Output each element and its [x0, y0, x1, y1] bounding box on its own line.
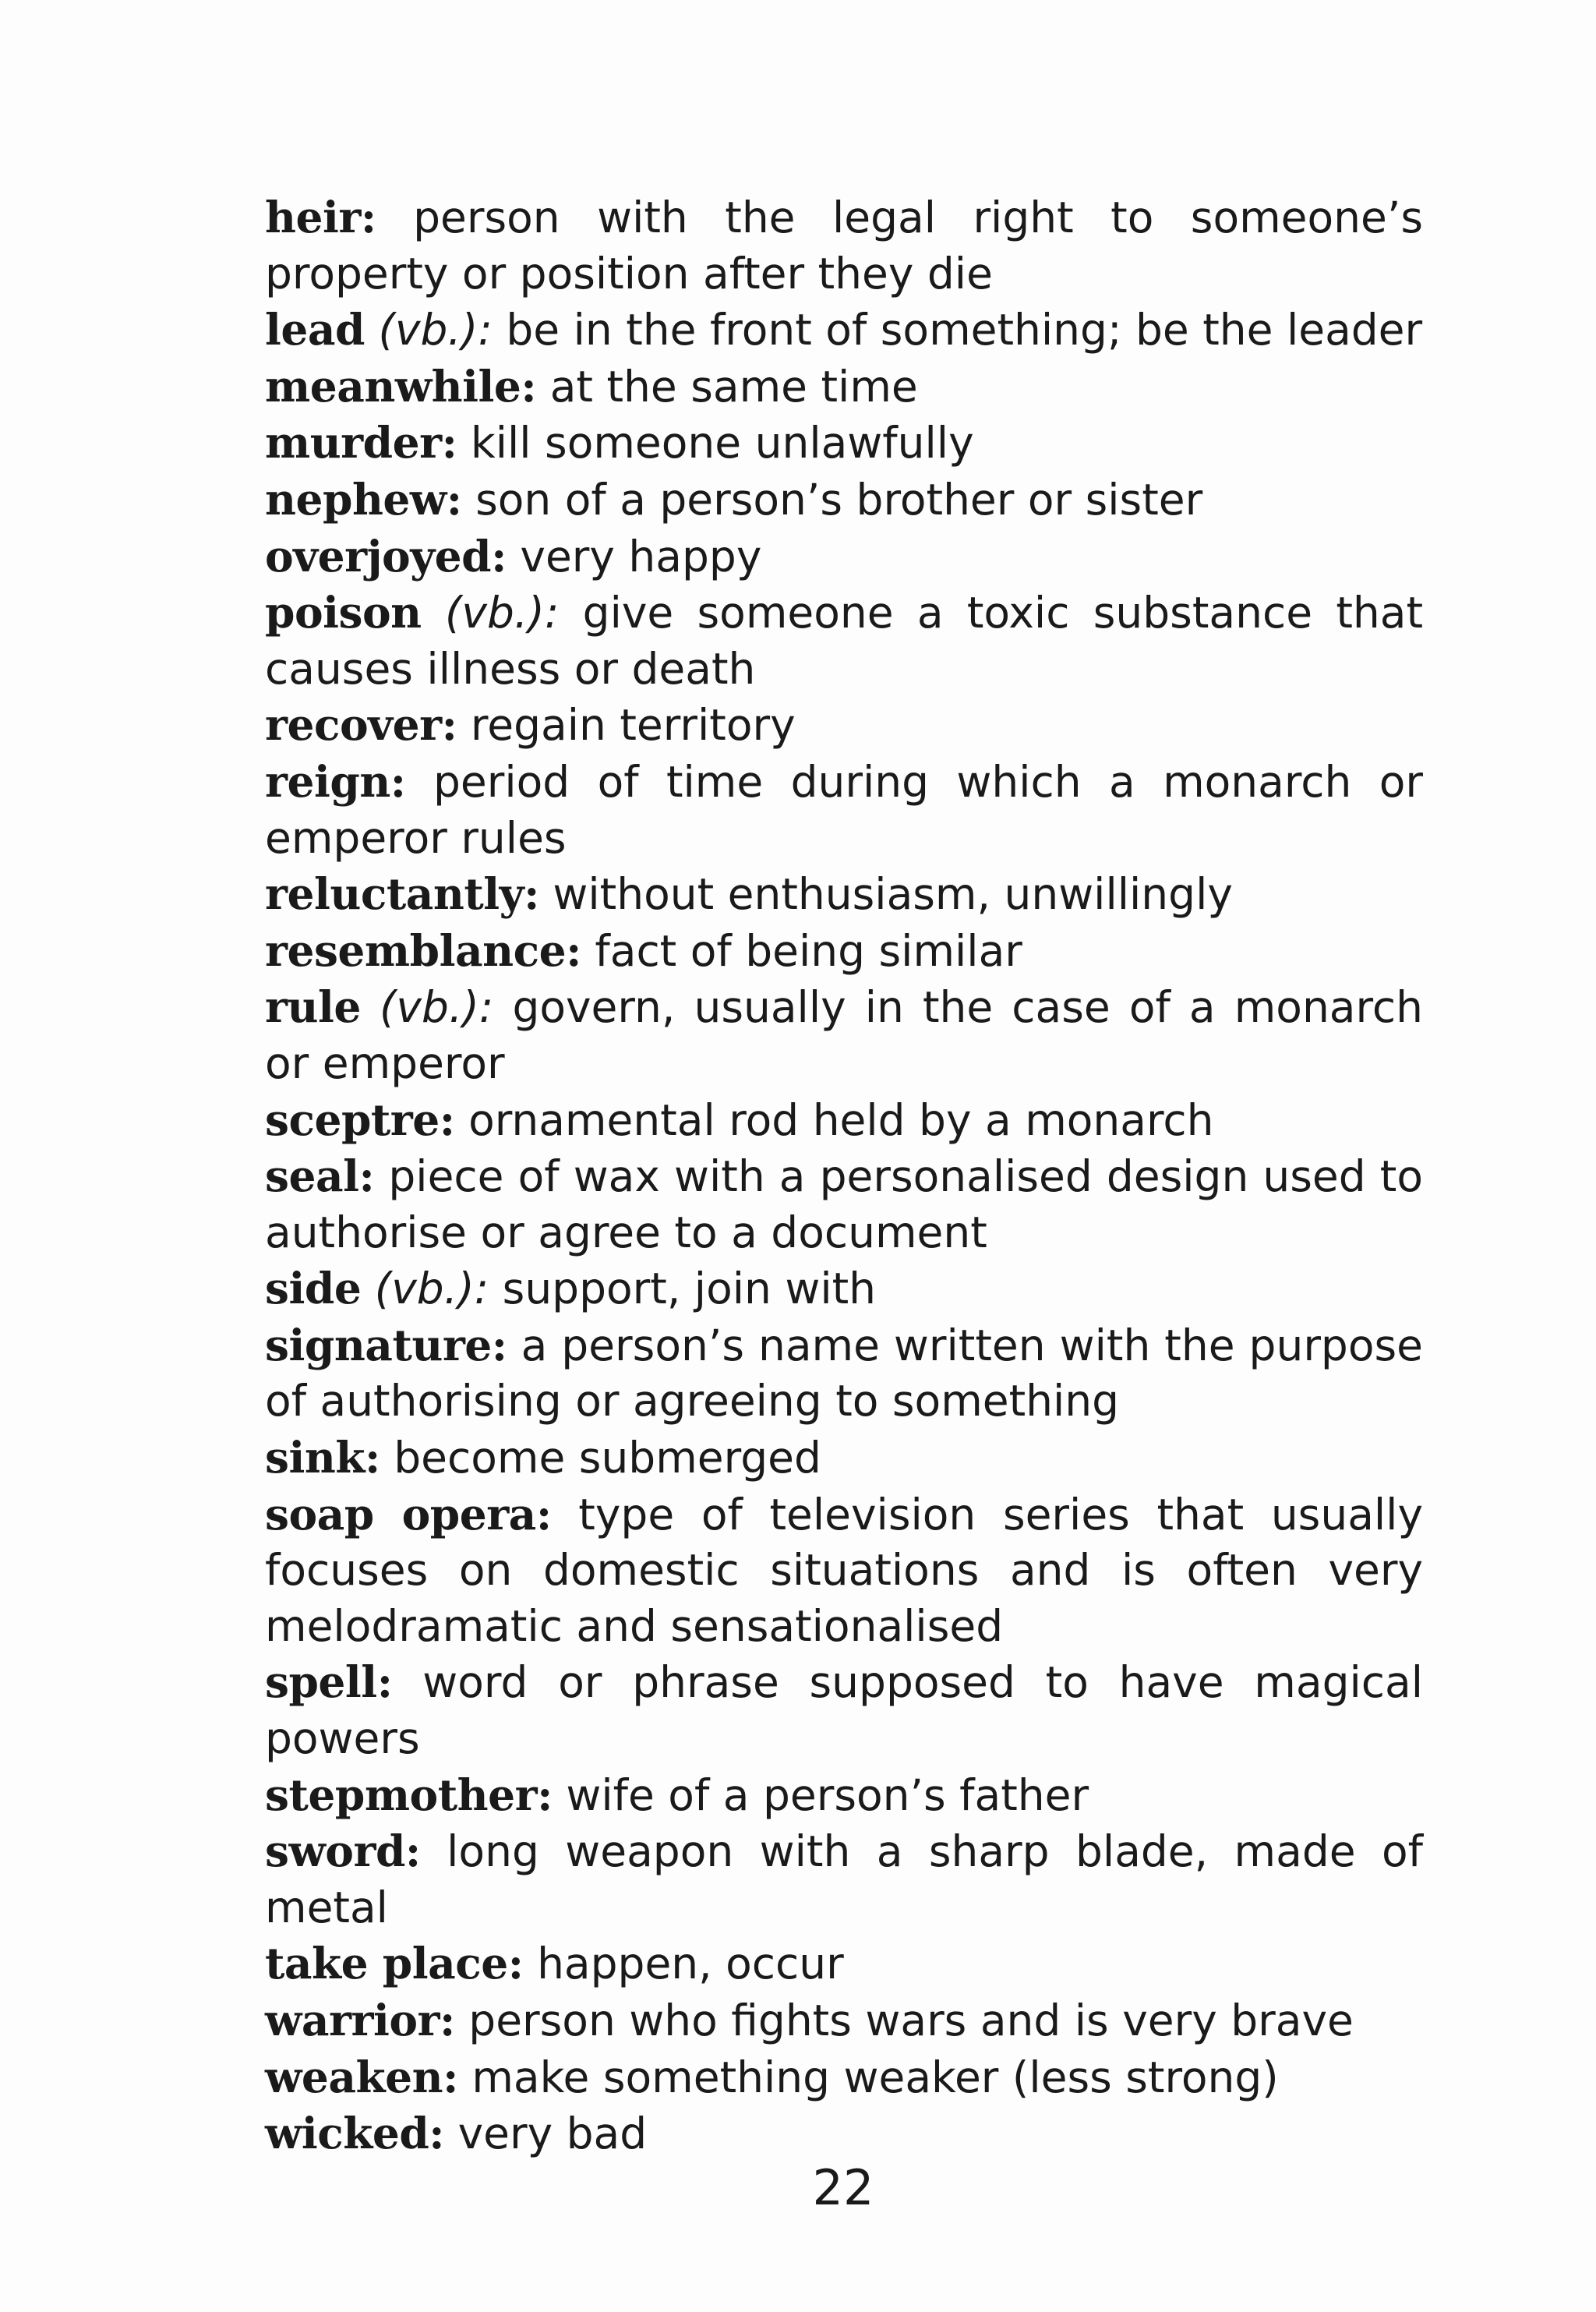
glossary-definition: happen, occur: [537, 1939, 844, 1989]
glossary-definition: person with the legal right to someone’s property or position after they die: [265, 193, 1423, 299]
glossary-term: poison: [265, 587, 422, 638]
glossary-term: overjoyed:: [265, 530, 507, 582]
glossary-entry: [265, 415, 1423, 472]
glossary-entry: [265, 1992, 1423, 2049]
glossary-term: side: [265, 1263, 362, 1314]
glossary-entry: [265, 697, 1423, 754]
glossary-entry: [265, 1936, 1423, 1992]
glossary-entry: [265, 529, 1423, 585]
glossary-entry: [265, 1092, 1423, 1149]
glossary-definition: regain territory: [470, 700, 796, 751]
glossary-definition: fact of being similar: [595, 925, 1022, 976]
glossary-entry: [265, 2049, 1423, 2106]
glossary-term: rule: [265, 981, 361, 1033]
glossary-term: stepmother:: [265, 1769, 553, 1820]
glossary-term: sceptre:: [265, 1094, 455, 1145]
glossary-term: soap opera:: [265, 1488, 552, 1540]
glossary-entry: [265, 585, 1423, 697]
page-number: 22: [812, 2159, 874, 2216]
glossary-definition: person who fights wars and is very brave: [468, 1996, 1354, 2045]
glossary-definition: govern, usually in the case of a monarch or emperor: [265, 982, 1424, 1088]
glossary-definition: support, join with: [502, 1264, 877, 1314]
glossary-definition: make something weaker (less strong): [471, 2052, 1279, 2102]
glossary-term: wicked:: [265, 2108, 445, 2159]
glossary-term: nephew:: [265, 473, 462, 525]
glossary-definition: become submerged: [394, 1433, 821, 1483]
glossary-definition: piece of wax with a personalised design used to authorise or agree to a document: [265, 1151, 1423, 1257]
part-of-speech: (vb.):: [379, 982, 494, 1033]
glossary-term: take place:: [265, 1938, 524, 1989]
glossary-definition: son of a person’s brother or sister: [475, 474, 1203, 525]
glossary-term: lead: [265, 304, 365, 355]
part-of-speech: (vb.):: [378, 305, 493, 355]
glossary-entry: [265, 1430, 1423, 1487]
glossary-entry: [265, 1317, 1423, 1430]
glossary-definition: ornamental rod held by a monarch: [468, 1094, 1214, 1145]
glossary-definition: very happy: [520, 531, 762, 582]
glossary-definition: very bad: [457, 2109, 648, 2159]
glossary-entry: [265, 1767, 1423, 1824]
glossary-entry: [265, 979, 1423, 1091]
glossary-definition: at the same time: [549, 361, 918, 412]
glossary-definition: a person’s name written with the purpose of authorising or agreeing to something: [265, 1320, 1423, 1426]
glossary-entry: [265, 1823, 1423, 1936]
glossary-term: signature:: [265, 1319, 507, 1370]
glossary-entry: [265, 1487, 1423, 1655]
glossary-definition: word or phrase supposed to have magical powers: [265, 1657, 1424, 1764]
glossary-term: weaken:: [265, 2051, 458, 2102]
glossary-entry: [265, 472, 1423, 529]
glossary-entry: [265, 866, 1423, 923]
glossary-definition: give someone a toxic substance that causes illness or death: [265, 588, 1424, 694]
glossary-entry: [265, 359, 1423, 415]
glossary-term: recover:: [265, 699, 457, 751]
glossary-term: murder:: [265, 417, 457, 468]
glossary-list: [265, 189, 1423, 2162]
glossary-definition: be in the front of something; be the leader: [506, 305, 1423, 355]
glossary-definition: long weapon with a sharp blade, made of metal: [265, 1826, 1423, 1932]
glossary-entry: [265, 1654, 1423, 1766]
glossary-entry: [265, 754, 1423, 866]
glossary-definition: wife of a person’s father: [566, 1769, 1089, 1820]
glossary-entry: [265, 1260, 1423, 1317]
glossary-definition: kill someone unlawfully: [470, 418, 974, 468]
glossary-term: meanwhile:: [265, 360, 537, 412]
glossary-term: heir:: [265, 192, 376, 242]
glossary-term: seal:: [265, 1151, 375, 1202]
glossary-term: sword:: [265, 1826, 421, 1877]
glossary-term: reign:: [265, 755, 406, 807]
glossary-term: reluctantly:: [265, 868, 539, 920]
glossary-term: sink:: [265, 1432, 380, 1483]
glossary-entry: [265, 302, 1423, 359]
glossary-entry: [265, 923, 1423, 980]
glossary-term: warrior:: [265, 1995, 455, 2045]
glossary-entry: [265, 189, 1423, 302]
glossary-definition: type of television series that usually focuses on domestic situations and is often very melodramatic and sensationalised: [265, 1489, 1424, 1651]
glossary-term: spell:: [265, 1656, 393, 1708]
part-of-speech: (vb.):: [444, 588, 560, 638]
glossary-entry: [265, 1148, 1423, 1260]
glossary-definition: without enthusiasm, unwillingly: [553, 869, 1233, 920]
glossary-term: resemblance:: [265, 924, 581, 976]
glossary-entry: [265, 2105, 1423, 2162]
glossary-definition: period of time during which a monarch or emperor rules: [265, 756, 1423, 863]
part-of-speech: (vb.):: [374, 1264, 489, 1314]
